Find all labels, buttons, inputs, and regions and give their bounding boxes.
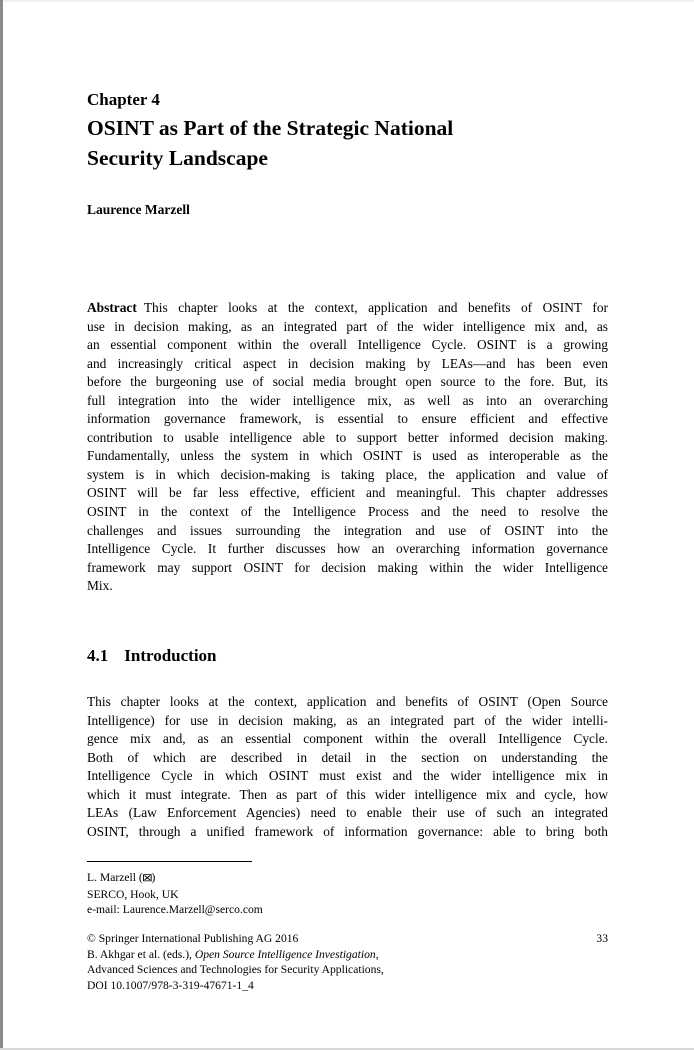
page-number: 33 xyxy=(596,932,608,945)
text-line: system is in which decision-making is taking place, the application and value of xyxy=(87,466,608,482)
intro-paragraph xyxy=(87,693,608,841)
abstract-label: Abstract xyxy=(87,300,137,315)
text-line: OSINT in the context of the Intelligence Process and the need to resolve the xyxy=(87,504,608,520)
page-edge-top xyxy=(0,0,694,2)
abstract-first-line xyxy=(87,299,608,318)
text-line: gence mix and, as an essential component within the overall Intelligence Cycle. xyxy=(87,731,608,747)
section-heading xyxy=(87,645,217,667)
chapter-title-line-2: Security Landscape xyxy=(87,146,268,170)
abstract-lines xyxy=(87,318,608,596)
text-line: which it must integrate. Then as part of this wider intelligence mix and cycle, how xyxy=(87,786,608,802)
footnote-author-suffix: ) xyxy=(151,871,156,884)
copyright-line-1: © Springer International Publishing AG 2016 xyxy=(87,932,299,945)
footnote-divider xyxy=(87,861,252,862)
footnote-block xyxy=(87,870,608,918)
copyright-line-2 xyxy=(87,947,608,963)
chapter-label: Chapter 4 xyxy=(87,90,160,109)
text-line: LEAs (Law Enforcement Agencies) need to enable their use of such an integrated xyxy=(87,805,608,821)
page-edge-left xyxy=(0,0,3,1050)
text-line: information governance framework, is essential to ensure efficient and effective xyxy=(87,411,608,427)
editors-text: B. Akhgar et al. (eds.), xyxy=(87,947,195,961)
text-line: Intelligence Cycle. It further discusses how an overarching information governance xyxy=(87,541,608,557)
footnote-email: e-mail: Laurence.Marzell@serco.com xyxy=(87,903,263,916)
book-title-suffix: , xyxy=(375,947,379,961)
text-line: OSINT will be far less effective, efficient and meaningful. This chapter addresses xyxy=(87,485,608,501)
text-line: an essential component within the overall Intelligence Cycle. OSINT is a growing xyxy=(87,337,608,353)
text-line: Mix. xyxy=(87,578,113,594)
text-line: Both of which are described in detail in the section on understanding the xyxy=(87,749,608,765)
text-line: before the burgeoning use of social media brought open source to the fore. But, its xyxy=(87,374,608,390)
chapter-title xyxy=(87,113,608,173)
text-line: framework may support OSINT for decision making within the wider Intelligence xyxy=(87,559,608,575)
section-title: Introduction xyxy=(124,646,217,665)
envelope-icon: ⊠ xyxy=(141,872,153,884)
text-line: Fundamentally, unless the system in which OSINT is used as interoperable as the xyxy=(87,448,608,464)
chapter-title-line-1: OSINT as Part of the Strategic National xyxy=(87,116,454,140)
abstract-paragraph xyxy=(87,299,608,596)
doi-line: DOI 10.1007/978-3-319-47671-1_4 xyxy=(87,978,254,992)
section-number: 4.1 xyxy=(87,646,109,665)
text-line: This chapter looks at the context, application and benefits of OSINT (Open Source xyxy=(87,694,608,709)
text-line: Intelligence Cycle in which OSINT must exist and the wider intelligence mix in xyxy=(87,768,608,784)
abstract-first-line-text: This chapter looks at the context, application and benefits of OSINT for xyxy=(143,300,608,315)
series-title: Advanced Sciences and Technologies for Security Applications, xyxy=(87,963,384,976)
footnote-affiliation: SERCO, Hook, UK xyxy=(87,887,179,901)
text-line: OSINT, through a unified framework of information governance: able to bring both xyxy=(87,823,608,839)
text-line: use in decision making, as an integrated part of the wider intelligence mix and, as xyxy=(87,318,608,334)
text-line: contribution to usable intelligence able to support better informed decision making. xyxy=(87,429,608,445)
text-line: Intelligence) for use in decision making, as an integrated part of the wider intelli- xyxy=(87,712,608,728)
copyright-block xyxy=(87,931,608,993)
text-line: and increasingly critical aspect in decision making by LEAs—and has been even xyxy=(87,355,608,371)
footnote-author-prefix: L. Marzell ( xyxy=(87,871,143,884)
book-title: Open Source Intelligence Investigation xyxy=(194,947,376,961)
author-name: Laurence Marzell xyxy=(87,202,190,217)
footnote-author-line xyxy=(87,870,608,887)
text-line: full integration into the wider intelligence mix, as well as into an overarching xyxy=(87,392,608,408)
text-line: challenges and issues surrounding the integration and use of OSINT into the xyxy=(87,522,608,538)
